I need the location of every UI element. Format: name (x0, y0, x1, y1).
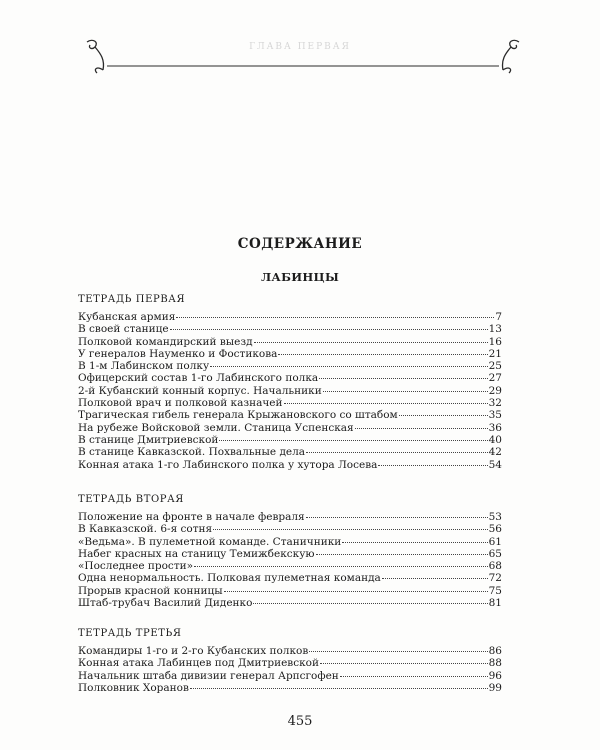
toc-entry-title: В своей станице (78, 323, 169, 336)
dot-leader (399, 415, 488, 416)
toc-entry-page: 13 (488, 323, 502, 336)
dot-leader (355, 428, 488, 429)
toc-entry-page: 54 (488, 458, 502, 471)
toc-entry-title: У генералов Науменко и Фостикова (78, 347, 278, 360)
toc-entry[interactable] (78, 645, 502, 657)
toc-entry-title: В 1-м Лабинском полку (78, 360, 210, 373)
toc-entry-title: Командиры 1-го и 2-го Кубанских полков (78, 645, 309, 657)
toc-entry-page: 65 (488, 547, 502, 560)
toc-entry-page: 21 (488, 347, 502, 360)
toc-entry-title: Кубанская армия (78, 311, 176, 323)
toc-entry[interactable] (78, 548, 502, 560)
toc-entry-title: 2-й Кубанский конный корпус. Начальники (78, 384, 322, 397)
toc-entry-title: Конная атака 1-го Лабинского полка у хутора Лосева (78, 458, 378, 471)
toc-entry-page: 42 (488, 446, 502, 459)
section-heading: ТЕТРАДЬ ПЕРВАЯ (78, 294, 186, 305)
toc-entry-page: 72 (488, 572, 502, 585)
dot-leader (176, 317, 494, 318)
dot-leader (284, 403, 488, 404)
toc-entry[interactable] (78, 682, 502, 694)
toc-entry[interactable] (78, 657, 502, 669)
running-head: ГЛАВА ПЕРВАЯ (249, 42, 351, 52)
toc-entry-title: Положение на фронте в начале февраля (78, 511, 305, 523)
toc-entry-page: 56 (488, 523, 502, 536)
toc-entry[interactable] (78, 434, 502, 446)
toc-entry-page: 35 (488, 409, 502, 422)
toc-entry-title: Штаб-трубач Василий Диденко (78, 597, 253, 610)
toc-list (78, 511, 502, 609)
toc-entry-title: Одна ненормальность. Полковая пулеметная команда (78, 572, 381, 585)
toc-entry-page: 32 (488, 397, 502, 410)
toc-entry-page: 36 (488, 421, 502, 434)
toc-entry-page: 27 (488, 372, 502, 385)
dot-leader (323, 391, 488, 392)
toc-entry-page: 68 (488, 560, 502, 573)
toc-entry-title: Офицерский состав 1-го Лабинского полка (78, 372, 319, 385)
toc-entry-title: Полковник Хоранов (78, 681, 189, 694)
toc-entry-page: 61 (488, 535, 502, 548)
toc-entry-page: 81 (488, 597, 502, 610)
dot-leader (253, 603, 487, 604)
section-notebook-1 (78, 292, 502, 471)
toc-entry-title: Трагическая гибель генерала Крыжановского со штабом (78, 409, 398, 422)
dot-leader (306, 517, 488, 518)
toc-entry[interactable] (78, 446, 502, 458)
toc-list (78, 645, 502, 694)
section-heading: ТЕТРАДЬ ТРЕТЬЯ (78, 628, 182, 639)
dot-leader (190, 688, 488, 689)
toc-entry[interactable] (78, 336, 502, 348)
toc-entry-page: 99 (488, 681, 502, 694)
dot-leader (194, 566, 488, 567)
dot-leader (219, 440, 487, 441)
dot-leader (316, 554, 488, 555)
dot-leader (254, 342, 488, 343)
toc-entry[interactable] (78, 523, 502, 535)
toc-entry-title: На рубеже Войсковой земли. Станица Успенская (78, 421, 354, 434)
toc-entry-page: 86 (488, 645, 502, 657)
dot-leader (378, 465, 487, 466)
dot-leader (224, 591, 488, 592)
dot-leader (306, 452, 488, 453)
toc-entry-title: Полковой командирский выезд (78, 335, 253, 348)
page-title: СОДЕРЖАНИЕ (237, 236, 363, 252)
toc-entry[interactable] (78, 360, 502, 372)
section-notebook-3 (78, 626, 502, 694)
toc-entry-title: Конная атака Лабинцев под Дмитриевской (78, 657, 319, 670)
toc-entry[interactable] (78, 670, 502, 682)
toc-entry-title: Полковой врач и полковой казначей (78, 397, 283, 410)
toc-entry[interactable] (78, 459, 502, 471)
dot-leader (309, 651, 487, 652)
toc-entry[interactable] (78, 372, 502, 384)
dot-leader (170, 329, 488, 330)
toc-entry-page: 16 (488, 335, 502, 348)
dot-leader (278, 354, 487, 355)
toc-entry-title: Набег красных на станицу Темижбекскую (78, 547, 315, 560)
dot-leader (213, 529, 487, 530)
toc-entry[interactable] (78, 511, 502, 523)
toc-entry-page: 40 (488, 433, 502, 446)
toc-entry-title: «Последнее прости» (78, 560, 194, 573)
section-notebook-2 (78, 492, 502, 609)
toc-entry-page: 75 (488, 584, 502, 597)
dot-leader (320, 663, 488, 664)
toc-entry[interactable] (78, 397, 502, 409)
dot-leader (210, 366, 487, 367)
dot-leader (340, 676, 488, 677)
toc-entry-title: В Кавказской. 6-я сотня (78, 523, 213, 536)
toc-entry-page: 53 (488, 511, 502, 523)
dot-leader (382, 578, 488, 579)
dot-leader (342, 542, 487, 543)
toc-list (78, 311, 502, 471)
section-heading: ТЕТРАДЬ ВТОРАЯ (78, 494, 184, 505)
toc-entry[interactable] (78, 311, 502, 323)
toc-entry-page: 7 (495, 311, 502, 323)
toc-entry[interactable] (78, 536, 502, 548)
toc-entry-page: 88 (488, 657, 502, 670)
page-number: 455 (287, 714, 313, 729)
toc-entry-title: «Ведьма». В пулеметной команде. Станичники (78, 535, 342, 548)
toc-entry-page: 25 (488, 360, 502, 373)
toc-entry[interactable] (78, 560, 502, 572)
toc-entry-page: 29 (488, 384, 502, 397)
toc-entry[interactable] (78, 409, 502, 421)
toc-entry[interactable] (78, 323, 502, 335)
toc-entry[interactable] (78, 597, 502, 609)
toc-entry[interactable] (78, 572, 502, 584)
part-title: ЛАБИНЦЫ (260, 270, 340, 284)
toc-entry-title: В станице Дмитриевской (78, 433, 219, 446)
toc-entry-title: В станице Кавказской. Похвальные дела (78, 446, 306, 459)
toc-entry[interactable] (78, 385, 502, 397)
toc-entry-title: Начальник штаба дивизии генерал Арпсгофен (78, 669, 339, 682)
toc-entry-page: 96 (488, 669, 502, 682)
toc-entry[interactable] (78, 348, 502, 360)
dot-leader (319, 378, 487, 379)
toc-entry[interactable] (78, 422, 502, 434)
toc-entry[interactable] (78, 585, 502, 597)
toc-entry-title: Прорыв красной конницы (78, 584, 223, 597)
